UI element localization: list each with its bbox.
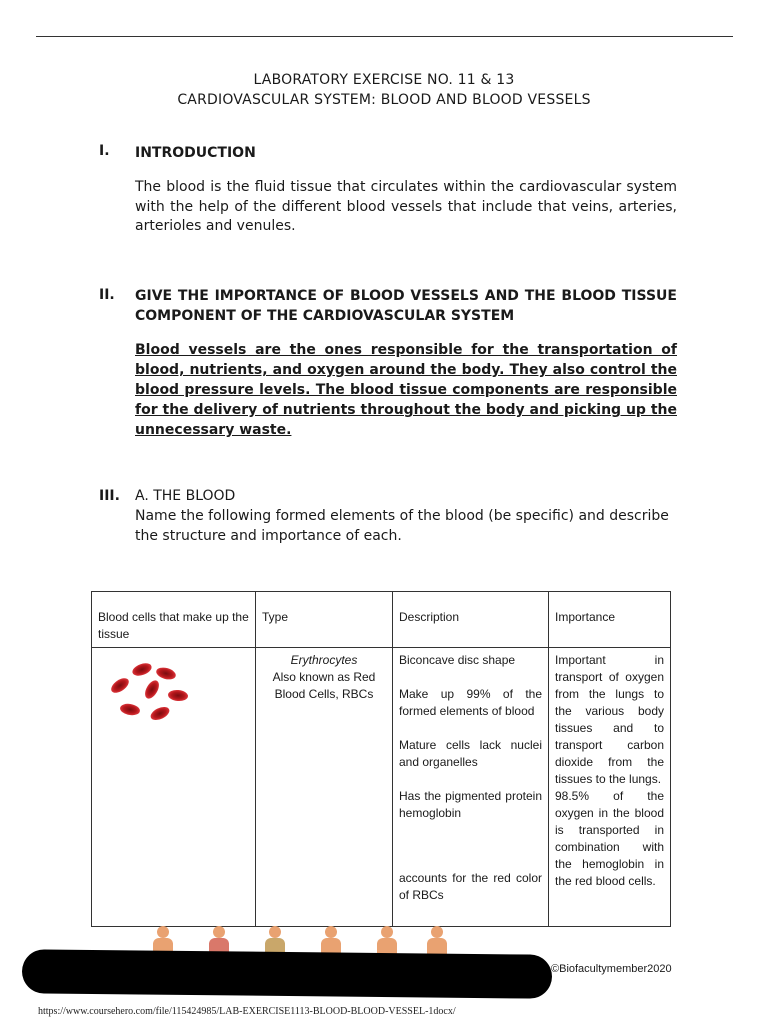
- description-item: Has the pigmented protein hemoglobin: [399, 789, 542, 820]
- exercise-title: LABORATORY EXERCISE NO. 11 & 13: [253, 72, 515, 88]
- importance-answer: Blood vessels are the ones responsible for the transportation of blood, nutrients, and oxygen around the body. They also control the blood pressure levels. The blood tissue components are responsible for the delivery of nutrients throughout the body and picking up the unnecessary waste.: [135, 342, 677, 438]
- section-number-importance: II.: [99, 287, 115, 303]
- importance-text-1: Important in transport of oxygen from the lungs to the various body tissues and to transport carbon dioxide from the tissues to the lungs.: [555, 653, 664, 786]
- exercise-subtitle: CARDIOVASCULAR SYSTEM: BLOOD AND BLOOD VESSELS: [177, 92, 591, 108]
- header-description: Description: [393, 592, 549, 648]
- blood-cell-image-cell: [92, 648, 256, 927]
- source-url[interactable]: https://www.coursehero.com/file/115424985/LAB-EXERCISE1113-BLOOD-BLOOD-VESSEL-1docx/: [38, 1006, 456, 1017]
- redaction-scribble: [22, 949, 552, 999]
- section-heading-blood: A. THE BLOOD: [135, 488, 236, 504]
- section-number-blood: III.: [99, 488, 120, 504]
- intro-paragraph: The blood is the fluid tissue that circulates within the cardiovascular system with the help of the different blood vessels that include that veins, arteries, arterioles and venules.: [135, 179, 677, 234]
- table-header-row: [92, 592, 671, 648]
- section-number-intro: I.: [99, 143, 110, 159]
- description-item: accounts for the red color of RBCs: [399, 871, 542, 902]
- importance-text-2: 98.5% of the oxygen in the blood is transported in combination with the hemoglobin in the red blood cells.: [555, 789, 664, 888]
- header-importance: Importance: [549, 592, 671, 648]
- type-name: Erythrocytes: [290, 653, 358, 667]
- blood-instruction: Name the following formed elements of the blood (be specific) and describe the structure and importance of each.: [135, 508, 669, 544]
- table-row: [92, 648, 671, 927]
- description-item: Mature cells lack nuclei and organelles: [399, 738, 542, 769]
- description-cell: [393, 648, 549, 927]
- importance-cell: [549, 648, 671, 927]
- red-blood-cells-image: [98, 660, 249, 730]
- formed-elements-table: [91, 591, 671, 927]
- header-type: Type: [256, 592, 393, 648]
- section-heading-intro: INTRODUCTION: [135, 145, 256, 161]
- description-item: Make up 99% of the formed elements of blood: [399, 687, 542, 718]
- description-item: Biconcave disc shape: [399, 653, 516, 667]
- header-blood-cells: Blood cells that make up the tissue: [92, 592, 256, 648]
- copyright-text: ©Biofacultymember2020: [551, 963, 672, 975]
- top-rule: [36, 36, 733, 37]
- type-alias: Also known as Red Blood Cells, RBCs: [272, 670, 376, 701]
- section-heading-importance: GIVE THE IMPORTANCE OF BLOOD VESSELS AND THE BLOOD TISSUE COMPONENT OF THE CARDIOVASCULAR SYSTEM: [135, 288, 677, 324]
- type-cell: [256, 648, 393, 927]
